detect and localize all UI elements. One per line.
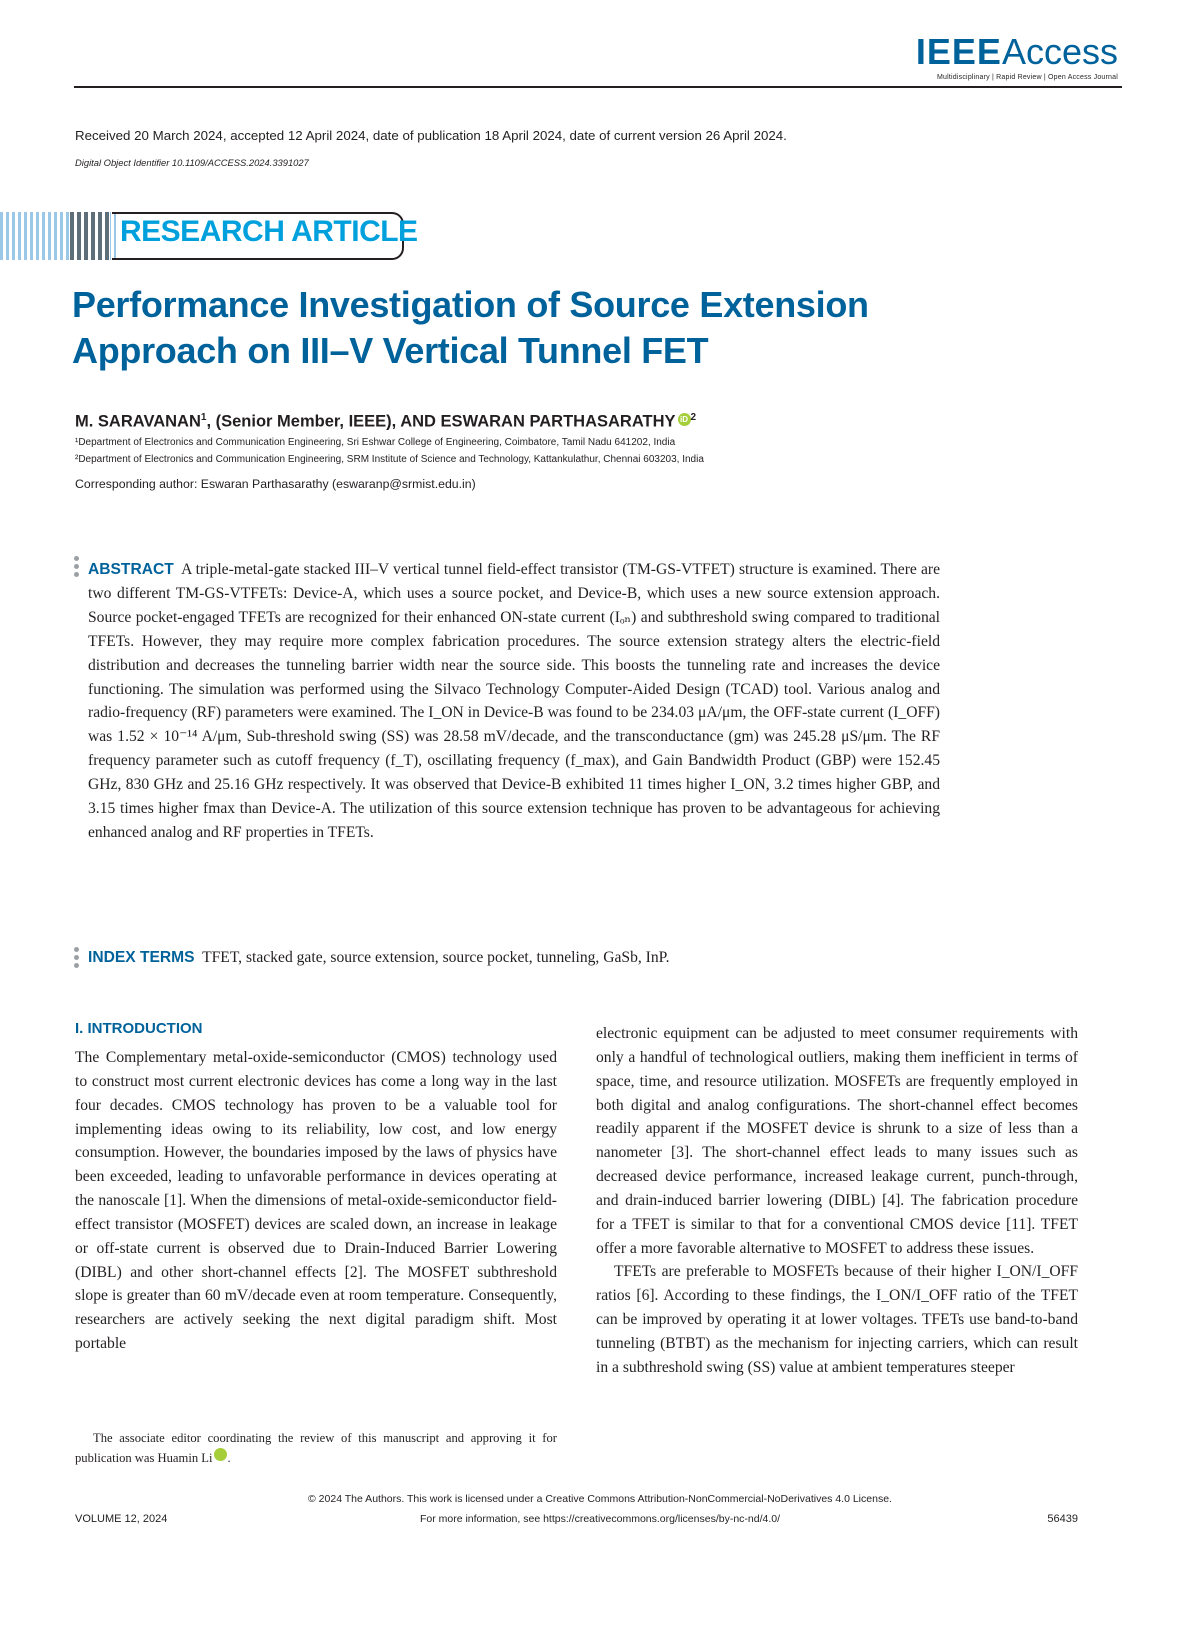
abstract-label: ABSTRACT xyxy=(88,561,174,578)
editor-footnote: The associate editor coordinating the review of this manuscript and approving it for publication was Huamin Li iD. xyxy=(75,1431,557,1465)
index-terms-block xyxy=(88,949,670,967)
journal-logo xyxy=(916,32,1118,81)
license-line-1: © 2024 The Authors. This work is licensed under a Creative Commons Attribution-NonCommercial-NoDerivatives 4.0 License. xyxy=(308,1493,892,1505)
page-number: 56439 xyxy=(1047,1513,1078,1525)
author-1-sup: 1 xyxy=(200,412,207,423)
corresponding-author: Corresponding author: Eswaran Parthasarathy (eswaranp@srmist.edu.in) xyxy=(75,477,476,491)
volume-label: VOLUME 12, 2024 xyxy=(75,1513,168,1525)
license-line-2: For more information, see https://creativecommons.org/licenses/by-nc-nd/4.0/ xyxy=(419,1513,781,1525)
intro-paragraph-2: electronic equipment can be adjusted to meet consumer requirements with only a handful of technological outliers, making them inefficient in terms of space, time, and resource utilization. MOSFETs are frequently employed in both digital and analog configurations. The short-channel effect becomes readily apparent if the MOSFET device is shrunk to a size of less than a nanometer [3]. The short-channel effect leads to many issues such as decreased device performance, increased leakage current, punch-through, and drain-induced barrier lowering (DIBL) [4]. The fabrication procedure for a TFET is similar to that for a conventional CMOS device [11]. TFET offer a more favorable alternative to MOSFET to address these issues. xyxy=(596,1025,1078,1257)
index-terms-label: INDEX TERMS xyxy=(88,949,195,966)
logo-brand: IEEE xyxy=(915,31,1002,72)
intro-paragraph-3: TFETs are preferable to MOSFETs because of their higher I_ON/I_OFF ratios [6]. According to these findings, the I_ON/I_OFF ratio of the TFET can be improved by operating it at lower voltages. TFETs use band-to-band tunneling (BTBT) as the mechanism for injecting carriers, which can result in a subthreshold swing (SS) value at ambient temperatures steeper xyxy=(596,1263,1078,1376)
intro-left-column xyxy=(75,1046,557,1356)
author-1: M. SARAVANAN xyxy=(75,412,201,431)
banner-stripes-dark xyxy=(70,212,110,260)
index-terms-text: TFET, stacked gate, source extension, source pocket, tunneling, GaSb, InP. xyxy=(202,949,670,966)
abstract-text: A triple-metal-gate stacked III–V vertical tunnel field-effect transistor (TM-GS-VTFET) structure is examined. There are two different TM-GS-VTFETs: Device-A, which uses a source pocket, and Device-B, which uses a new source extension approach. Source pocket-engaged TFETs are recognized for their enhanced ON-state current (Iₒₙ) and subthreshold swing compared to traditional TFETs. However, they may require more complex fabrication procedures. The source extension strategy alters the electric-field distribution and decreases the tunneling barrier width near the source side. This boosts the tunneling rate and increases the device functioning. The simulation was performed using the Silvaco Technology Computer-Aided Design (TCAD) tool. Various analog and radio-frequency (RF) parameters were examined. The I_ON in Device-B was found to be 234.03 μA/μm, the OFF-state current (I_OFF) was 1.52 × 10⁻¹⁴ A/μm, Sub-threshold swing (SS) was 28.58 mV/decade, and the transconductance (gm) was 245.28 μS/μm. The RF frequency parameter such as cutoff frequency (f_T), oscillating frequency (f_max), and Gain Bandwidth Product (GBP) were 152.45 GHz, 830 GHz and 25.16 GHz respectively. It was observed that Device-B exhibited 11 times higher I_ON, 3.2 times higher GBP, and 3.15 times higher fmax than Device-A. The utilization of this source extension technique has proven to be advantageous for achieving enhanced analog and RF properties in TFETs. xyxy=(88,561,940,841)
orcid-icon[interactable]: iD xyxy=(214,1448,227,1461)
header-rule xyxy=(74,86,1122,88)
intro-paragraph-1: The Complementary metal-oxide-semiconductor (CMOS) technology used to construct most current electronic devices has come a long way in the last four decades. CMOS technology has proven to be a valuable tool for implementing ideas owing to its reliability, low cost, and low energy consumption. However, the boundaries imposed by the laws of physics have been exceeded, leading to unfavorable performance in devices operating at the nanoscale [1]. When the dimensions of metal-oxide-semiconductor field-effect transistor (MOSFET) devices are scaled down, an increase in leakage or off-state current is observed due to Drain-Induced Barrier Lowering (DIBL) and other short-channel effects [2]. The MOSFET subthreshold slope is greater than 60 mV/decade even at room temperature. Consequently, researchers are actively seeking the next digital paradigm shift. Most portable xyxy=(75,1049,557,1353)
author-line xyxy=(75,412,696,432)
editor-footnote-text: The associate editor coordinating the review of this manuscript and approving it for publication was Huamin Li xyxy=(75,1431,557,1465)
author-2: , (Senior Member, IEEE), AND ESWARAN PARTHASARATHY xyxy=(206,412,676,431)
logo-tagline: Multidisciplinary | Rapid Review | Open Access Journal xyxy=(937,74,1118,81)
section-heading-introduction: I. INTRODUCTION xyxy=(75,1020,203,1037)
abstract-dots-icon xyxy=(74,556,80,580)
intro-right-column xyxy=(596,1022,1078,1380)
affiliation-1: ¹Department of Electronics and Communication Engineering, Sri Eshwar College of Engineering, Coimbatore, Tamil Nadu 641202, India xyxy=(75,437,676,448)
research-article-label: RESEARCH ARTICLE xyxy=(120,215,418,248)
orcid-icon[interactable]: iD xyxy=(678,413,691,426)
paper-title: Performance Investigation of Source Extension Approach on III–V Vertical Tunnel FET xyxy=(72,284,869,371)
author-2-sup: 2 xyxy=(690,412,697,423)
index-terms-dots-icon xyxy=(74,947,80,971)
abstract-block xyxy=(88,558,940,845)
logo-access: Access xyxy=(1001,31,1118,72)
received-dates: Received 20 March 2024, accepted 12 April 2024, date of publication 18 April 2024, date of current version 26 April 2024. xyxy=(75,128,787,143)
doi-line: Digital Object Identifier 10.1109/ACCESS.2024.3391027 xyxy=(75,157,309,168)
affiliation-2: ²Department of Electronics and Communication Engineering, SRM Institute of Science and Technology, Kattankulathur, Chennai 603203, India xyxy=(75,454,704,465)
